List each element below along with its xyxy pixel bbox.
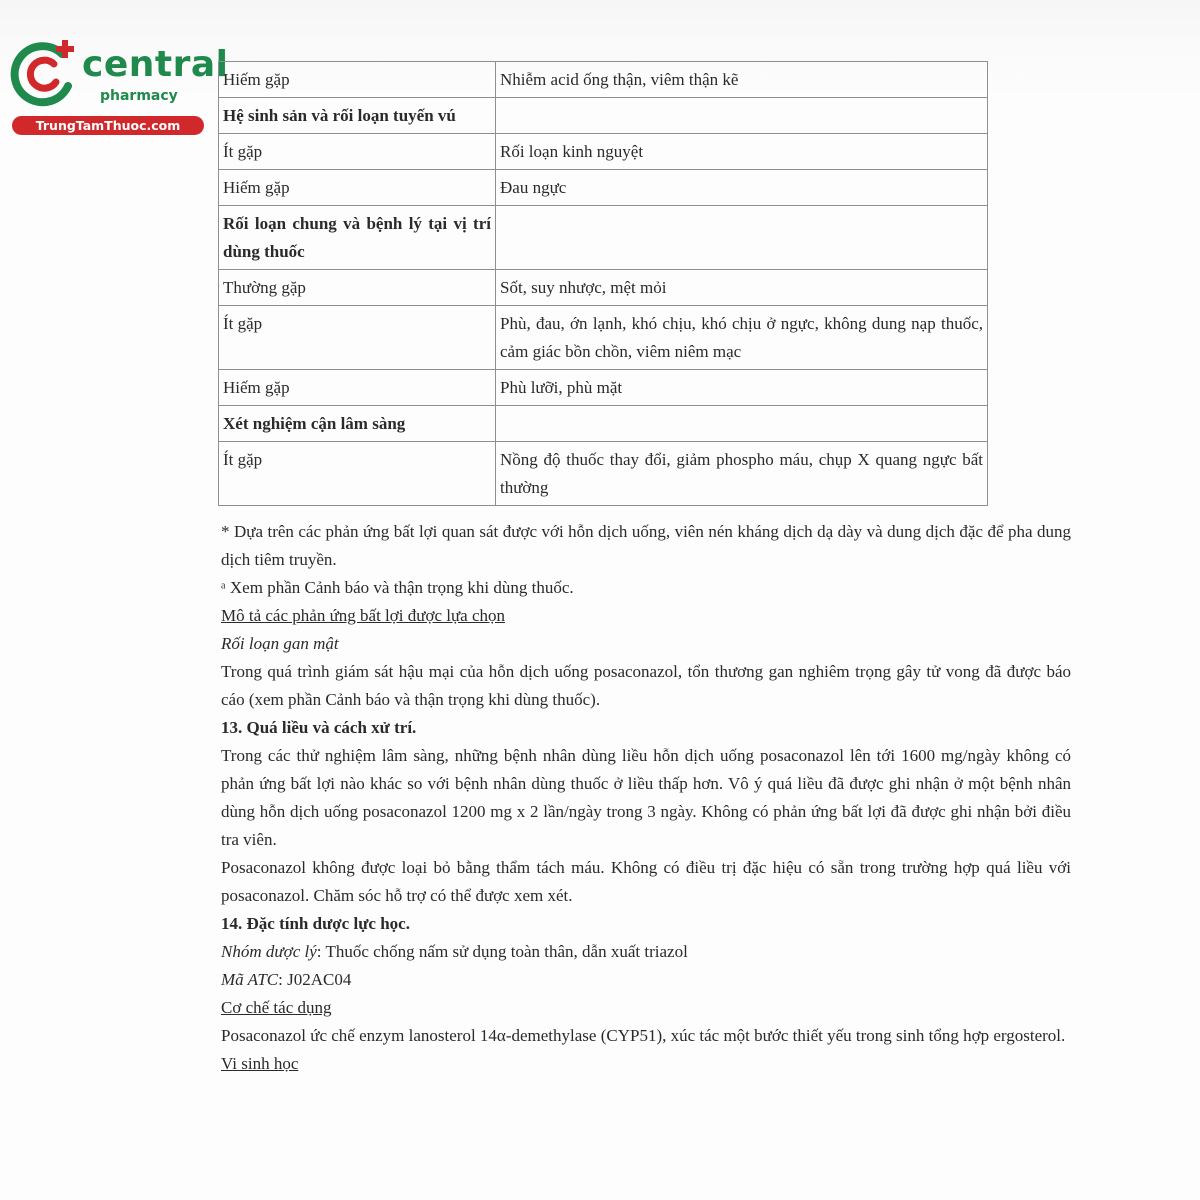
effect-cell: Sốt, suy nhược, mệt mỏi <box>496 270 988 306</box>
effect-cell: Rối loạn kinh nguyệt <box>496 134 988 170</box>
pharmacologic-group-line <box>221 938 1071 966</box>
adverse-effects-table <box>218 61 988 506</box>
frequency-cell: Hiếm gặp <box>219 370 496 406</box>
effect-cell: Nhiễm acid ống thận, viêm thận kẽ <box>496 62 988 98</box>
frequency-cell: Thường gặp <box>219 270 496 306</box>
group-value: : Thuốc chống nấm sử dụng toàn thân, dẫn xuất triazol <box>316 942 688 961</box>
table-row <box>219 306 988 370</box>
table-row <box>219 370 988 406</box>
table-row <box>219 270 988 306</box>
empty-cell <box>496 206 988 270</box>
atc-code-line <box>221 966 1071 994</box>
frequency-cell: Ít gặp <box>219 134 496 170</box>
effect-cell: Nồng độ thuốc thay đổi, giảm phospho máu, chụp X quang ngực bất thường <box>496 442 988 506</box>
subsection-heading: Mô tả các phản ứng bất lợi được lựa chọn <box>221 606 506 625</box>
group-label: Nhóm dược lý <box>221 942 317 961</box>
paragraph: Trong quá trình giám sát hậu mại của hỗn dịch uống posaconazol, tổn thương gan nghiêm trọng gây tử vong đã được báo cáo (xem phần Cảnh báo và thận trọng khi dùng thuốc). <box>221 662 1071 709</box>
footnote: * Dựa trên các phản ứng bất lợi quan sát được với hỗn dịch uống, viên nén kháng dịch dạ dày và dung dịch đặc để pha dung dịch tiêm truyền. <box>221 522 1071 569</box>
section-row <box>219 406 988 442</box>
subsection-subheading: Rối loạn gan mật <box>221 634 339 653</box>
section-cell: Rối loạn chung và bệnh lý tại vị trí dùng thuốc <box>219 206 496 270</box>
paragraph: Posaconazol không được loại bỏ bằng thẩm tách máu. Không có điều trị đặc hiệu có sẵn trong trường hợp quá liều với posaconazol. Chăm sóc hỗ trợ có thể được xem xét. <box>221 858 1071 905</box>
paragraph: Trong các thử nghiệm lâm sàng, những bệnh nhân dùng liều hỗn dịch uống posaconazol lên tới 1600 mg/ngày không có phản ứng bất lợi nào khác so với bệnh nhân dùng thuốc ở liều thấp hơn. Vô ý quá liều đã được ghi nhận ở một bệnh nhân dùng hỗn dịch uống posaconazol 1200 mg x 2 lần/ngày trong 3 ngày. Không có phản ứng bất lợi đã được ghi nhận bởi điều tra viên. <box>221 746 1071 849</box>
table-row <box>219 170 988 206</box>
document-body <box>221 518 1071 1078</box>
atc-value: : J02AC04 <box>278 970 352 989</box>
brand-url-badge[interactable]: TrungTamThuoc.com <box>12 116 204 135</box>
pharmacy-logo-icon <box>10 38 80 108</box>
effect-cell: Phù, đau, ớn lạnh, khó chịu, khó chịu ở ngực, không dung nạp thuốc, cảm giác bồn chồn, viêm niêm mạc <box>496 306 988 370</box>
brand-name: central <box>82 44 229 85</box>
paragraph: Posaconazol ức chế enzym lanosterol 14α-demethylase (CYP51), xúc tác một bước thiết yếu trong sinh tổng hợp ergosterol. <box>221 1026 1066 1045</box>
frequency-cell: Ít gặp <box>219 442 496 506</box>
effect-cell: Phù lưỡi, phù mặt <box>496 370 988 406</box>
subsection-heading: Vi sinh học <box>221 1054 299 1073</box>
frequency-cell: Hiếm gặp <box>219 170 496 206</box>
effect-cell: Đau ngực <box>496 170 988 206</box>
table-row <box>219 134 988 170</box>
subsection-heading: Cơ chế tác dụng <box>221 998 332 1017</box>
section-heading: 13. Quá liều và cách xử trí. <box>221 718 417 737</box>
section-cell: Hệ sinh sản và rối loạn tuyến vú <box>219 98 496 134</box>
frequency-cell: Ít gặp <box>219 306 496 370</box>
empty-cell <box>496 98 988 134</box>
frequency-cell: Hiếm gặp <box>219 62 496 98</box>
section-heading: 14. Đặc tính dược lực học. <box>221 914 410 933</box>
section-cell: Xét nghiệm cận lâm sàng <box>219 406 496 442</box>
atc-label: Mã ATC <box>221 970 279 989</box>
brand-subtitle: pharmacy <box>100 88 178 104</box>
section-row <box>219 206 988 270</box>
table-row <box>219 442 988 506</box>
table-row <box>219 62 988 98</box>
central-pharmacy-logo <box>10 38 229 138</box>
section-row <box>219 98 988 134</box>
empty-cell <box>496 406 988 442</box>
footnote: ᵃ Xem phần Cảnh báo và thận trọng khi dùng thuốc. <box>221 578 574 597</box>
